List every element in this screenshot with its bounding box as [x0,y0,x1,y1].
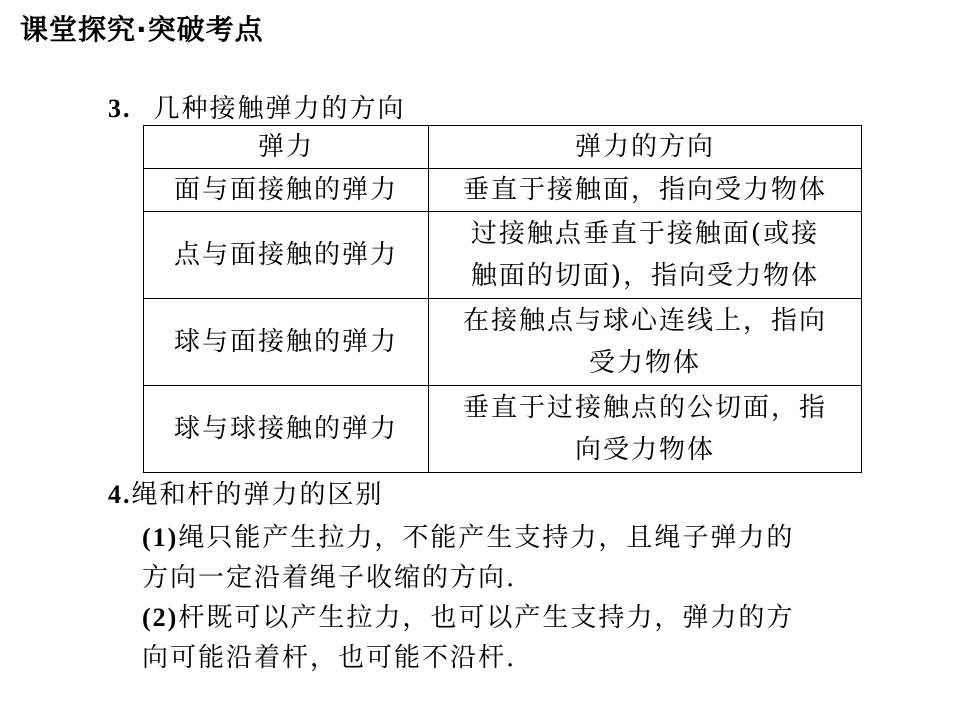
section-3-number: 3. [108,94,132,123]
section-3-title: 几种接触弹力的方向 [153,94,406,124]
force-direction-cell [429,386,862,473]
force-direction-cell [429,169,862,212]
direction-line: 过接触点垂直于接触面(或接 [470,219,820,249]
direction-line: 触面的切面)，指向受力物体 [470,261,820,291]
table-row [144,169,862,212]
item-line: 方向一定沿着绳子收缩的方向. [142,563,517,593]
force-type-cell: 球与球接触的弹力 [144,386,429,473]
page-header-title: 课堂探究·突破考点 [20,13,264,46]
item-line [142,518,908,558]
force-direction-cell [429,212,862,299]
section-4 [108,472,908,678]
item-line [142,598,908,638]
force-direction-cell [429,299,862,386]
force-type-cell: 球与面接触的弹力 [144,299,429,386]
force-type-cell: 面与面接触的弹力 [144,169,429,212]
item-text: 绳只能产生拉力，不能产生支持力，且绳子弹力的 [178,523,795,553]
direction-line: 垂直于过接触点的公切面，指 [462,393,827,423]
column-header-force: 弹力 [144,126,429,169]
item-label: (2) [142,603,179,632]
item-line: 向可能沿着杆，也可能不沿杆. [142,643,517,673]
force-type-cell: 点与面接触的弹力 [144,212,429,299]
table-row [144,386,862,473]
list-item [142,598,908,678]
table-header-row [144,126,862,169]
section-4-title: 绳和杆的弹力的区别 [131,480,384,510]
direction-line: 受力物体 [588,348,701,378]
list-item [142,518,908,598]
direction-line: 垂直于接触面，指向受力物体 [462,175,827,205]
item-label: (1) [142,523,179,552]
item-text: 杆既可以产生拉力，也可以产生支持力，弹力的方 [178,603,795,633]
table-row [144,212,862,299]
section-4-heading [108,472,908,518]
table-row [144,299,862,386]
direction-line: 向受力物体 [574,435,715,465]
section-3-heading [108,88,406,125]
direction-line: 在接触点与球心连线上，指向 [462,306,827,336]
elastic-force-direction-table [143,125,862,473]
section-4-number: 4. [108,480,132,509]
column-header-direction: 弹力的方向 [429,126,862,169]
